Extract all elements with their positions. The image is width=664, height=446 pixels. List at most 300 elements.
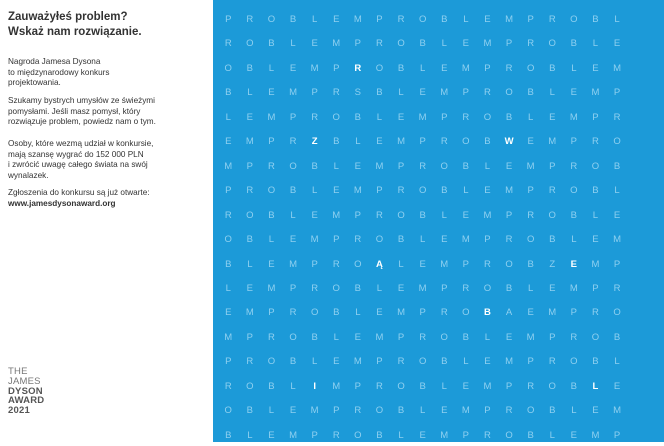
grid-letter: R: [527, 38, 535, 50]
grid-letter: E: [441, 405, 448, 417]
grid-letter: O: [526, 234, 535, 246]
letter-grid-row: [213, 206, 664, 226]
website-link[interactable]: www.jamesdysonaward.org: [8, 198, 116, 208]
letter-grid-row: [213, 279, 664, 299]
grid-letter: L: [484, 160, 491, 172]
grid-letter: M: [505, 14, 513, 25]
grid-letter: E: [505, 331, 513, 343]
grid-letter: P: [268, 136, 275, 148]
grid-letter: R: [332, 429, 340, 441]
logo-line-award: AWARD: [8, 395, 45, 407]
grid-letter: B: [570, 38, 578, 50]
grid-letter: E: [570, 429, 578, 441]
grid-letter: E: [613, 380, 621, 392]
letter-grid-row: [213, 108, 664, 128]
grid-letter: P: [505, 380, 513, 392]
grid-letter: L: [571, 62, 577, 74]
grid-letter: L: [247, 258, 253, 270]
grid-letter: B: [376, 429, 383, 441]
grid-letter: B: [441, 356, 448, 368]
paragraph-line: projektowania.: [8, 78, 61, 88]
grid-letter: S: [354, 87, 362, 99]
grid-letter: M: [289, 258, 297, 270]
grid-letter: B: [419, 380, 426, 392]
grid-letter: M: [569, 111, 578, 123]
grid-letter: B: [592, 356, 599, 368]
paragraph-line: pomysłami. Jeśli masz pomysł, który: [8, 106, 141, 116]
grid-letter: E: [268, 258, 275, 270]
grid-letter: E: [592, 405, 599, 417]
grid-letter: B: [397, 234, 405, 246]
grid-letter: O: [375, 234, 384, 246]
grid-letter: L: [355, 307, 361, 319]
grid-letter: R: [570, 160, 578, 172]
grid-letter: E: [289, 62, 297, 74]
grid-letter: R: [354, 234, 362, 246]
grid-letter: R: [224, 38, 232, 50]
grid-letter: P: [484, 405, 491, 417]
grid-letter: R: [246, 185, 254, 197]
paragraph-line: to międzynarodowy konkurs: [8, 67, 110, 77]
grid-letter: O: [418, 356, 427, 368]
grid-letter: L: [592, 38, 599, 50]
grid-letter: M: [353, 14, 362, 25]
grid-letter: M: [569, 282, 578, 294]
grid-letter: R: [548, 14, 556, 25]
grid-letter: O: [548, 380, 556, 392]
grid-letter: B: [462, 160, 470, 172]
grid-letter: B: [613, 331, 621, 343]
grid-letter: M: [310, 62, 319, 74]
grid-letter: O: [613, 307, 621, 319]
paragraph-line: Zgłoszenia do konkursu są już otwarte:: [8, 188, 150, 197]
grid-letter: P: [592, 111, 599, 123]
grid-letter: E: [419, 429, 426, 441]
grid-letter: L: [290, 380, 296, 392]
grid-letter: P: [549, 160, 556, 172]
paragraph-line: Osoby, które wezmą udział w konkursie,: [8, 139, 154, 148]
grid-letter: M: [375, 331, 384, 343]
grid-letter: B: [462, 331, 470, 343]
grid-letter: B: [549, 405, 556, 417]
logo-line-year: 2021: [8, 405, 30, 417]
logo-line-dyson: DYSON: [8, 385, 43, 397]
grid-letter: Z: [549, 258, 556, 270]
grid-letter: P: [527, 185, 534, 197]
grid-letter: M: [418, 282, 427, 294]
grid-letter: L: [398, 87, 404, 99]
grid-letter: E: [311, 38, 318, 50]
grid-letter: M: [332, 380, 341, 392]
paragraph-line: wynalazek.: [8, 170, 49, 180]
highlighted-letter: L: [592, 380, 599, 392]
letter-grid-row: [213, 34, 664, 54]
grid-letter: P: [613, 258, 621, 270]
grid-letter: B: [333, 136, 340, 148]
grid-letter: P: [484, 62, 491, 74]
highlighted-letter: R: [354, 62, 362, 74]
grid-letter: E: [549, 111, 556, 123]
paragraph-line: i zwrócić uwagę całego świata na swój: [8, 160, 148, 170]
grid-letter: R: [527, 380, 535, 392]
grid-letter: E: [289, 405, 297, 417]
grid-letter: E: [397, 282, 405, 294]
grid-letter: L: [247, 429, 253, 441]
letter-grid-row: [213, 132, 664, 152]
grid-letter: M: [613, 62, 621, 74]
grid-letter: L: [225, 282, 231, 294]
grid-letter: M: [267, 111, 276, 123]
grid-letter: P: [376, 185, 383, 197]
logo-line-the: THE: [8, 366, 28, 377]
grid-letter: O: [462, 136, 470, 148]
grid-letter: R: [311, 111, 319, 123]
grid-letter: M: [483, 209, 492, 221]
grid-letter: E: [246, 111, 254, 123]
grid-letter: B: [527, 87, 534, 99]
grid-letter: R: [246, 14, 254, 25]
grid-letter: B: [549, 62, 556, 74]
grid-letter: M: [353, 356, 362, 368]
letter-grid-row: [213, 59, 664, 79]
grid-letter: P: [289, 282, 297, 294]
grid-letter: E: [333, 14, 340, 25]
grid-letter: B: [441, 14, 448, 25]
grid-letter: L: [549, 87, 555, 99]
grid-letter: R: [484, 429, 491, 441]
grid-letter: P: [505, 209, 513, 221]
grid-letter: O: [548, 209, 556, 221]
grid-letter: R: [332, 87, 340, 99]
grid-letter: O: [332, 111, 340, 123]
grid-letter: P: [354, 38, 362, 50]
grid-letter: M: [613, 234, 621, 246]
grid-letter: E: [570, 87, 578, 99]
grid-letter: E: [376, 136, 383, 148]
grid-letter: O: [289, 331, 297, 343]
grid-letter: M: [245, 136, 254, 148]
paragraph-prize: [8, 139, 206, 181]
grid-letter: R: [462, 111, 470, 123]
grid-letter: M: [397, 136, 405, 148]
grid-letter: B: [268, 380, 275, 392]
letter-grid-panel: [213, 0, 664, 442]
grid-letter: L: [311, 185, 318, 197]
grid-letter: P: [505, 38, 513, 50]
letter-grid-row: [213, 377, 664, 397]
letter-grid-row: [213, 328, 664, 348]
grid-letter: R: [484, 258, 491, 270]
grid-letter: R: [268, 331, 275, 343]
grid-letter: E: [333, 356, 340, 368]
grid-letter: L: [527, 111, 534, 123]
paragraph-line: rozwiązuje problem, powiedz nam o tym.: [8, 117, 156, 127]
grid-letter: P: [311, 258, 318, 270]
grid-letter: B: [289, 185, 297, 197]
grid-letter: P: [246, 331, 254, 343]
grid-letter: R: [505, 234, 513, 246]
grid-letter: M: [591, 87, 600, 99]
grid-letter: E: [462, 209, 470, 221]
grid-letter: E: [462, 38, 470, 50]
grid-letter: E: [462, 380, 470, 392]
grid-letter: L: [225, 111, 231, 123]
grid-letter: P: [419, 307, 426, 319]
grid-letter: O: [591, 331, 600, 343]
letter-grid-row: [213, 181, 664, 201]
grid-letter: B: [527, 429, 534, 441]
paragraph-intro: [8, 57, 206, 89]
grid-letter: P: [462, 429, 470, 441]
grid-letter: E: [376, 307, 383, 319]
grid-letter: O: [483, 111, 492, 123]
grid-letter: M: [375, 160, 384, 172]
grid-letter: P: [484, 234, 491, 246]
grid-letter: M: [245, 307, 254, 319]
headline: [8, 10, 208, 40]
grid-letter: B: [570, 380, 578, 392]
grid-letter: O: [354, 429, 362, 441]
grid-letter: O: [224, 62, 232, 74]
grid-letter: B: [592, 185, 599, 197]
grid-letter: E: [268, 87, 275, 99]
grid-letter: P: [225, 185, 232, 197]
grid-letter: M: [505, 356, 513, 368]
grid-letter: B: [289, 14, 297, 25]
grid-letter: L: [463, 14, 469, 25]
grid-letter: R: [224, 380, 232, 392]
grid-letter: R: [419, 160, 427, 172]
grid-letter: O: [397, 380, 405, 392]
grid-letter: M: [418, 111, 427, 123]
grid-letter: R: [505, 62, 513, 74]
grid-letter: O: [418, 14, 427, 25]
grid-letter: L: [419, 234, 426, 246]
grid-letter: E: [505, 160, 513, 172]
grid-letter: M: [548, 136, 557, 148]
grid-letter: B: [311, 160, 318, 172]
grid-letter: M: [289, 429, 297, 441]
grid-letter: B: [592, 14, 599, 25]
grid-letter: O: [570, 14, 578, 25]
grid-letter: M: [397, 307, 405, 319]
grid-letter: B: [484, 136, 491, 148]
grid-letter: P: [570, 307, 578, 319]
grid-letter: L: [333, 331, 339, 343]
paragraph-line: Nagroda Jamesa Dysona: [8, 57, 101, 66]
grid-letter: O: [505, 429, 513, 441]
grid-letter: L: [355, 136, 361, 148]
grid-letter: R: [246, 356, 254, 368]
grid-letter: R: [376, 38, 383, 50]
letter-grid-row: [213, 10, 664, 30]
grid-letter: P: [527, 14, 534, 25]
grid-letter: R: [592, 136, 599, 148]
grid-letter: P: [397, 160, 405, 172]
grid-letter: L: [268, 405, 275, 417]
grid-letter: P: [397, 331, 405, 343]
grid-letter: O: [267, 356, 276, 368]
grid-letter: L: [311, 356, 318, 368]
grid-letter: M: [483, 380, 492, 392]
grid-letter: P: [441, 111, 448, 123]
grid-letter: R: [376, 380, 383, 392]
grid-letter: M: [224, 331, 233, 343]
grid-letter: L: [419, 405, 426, 417]
grid-letter: M: [310, 405, 319, 417]
grid-letter: O: [591, 160, 600, 172]
grid-letter: E: [484, 356, 491, 368]
grid-letter: M: [613, 405, 621, 417]
grid-letter: E: [354, 331, 362, 343]
grid-letter: B: [354, 282, 362, 294]
grid-letter: E: [354, 160, 362, 172]
grid-letter: M: [440, 87, 449, 99]
grid-letter: E: [225, 136, 232, 148]
grid-letter: L: [527, 282, 534, 294]
grid-letter: P: [441, 282, 448, 294]
grid-letter: O: [310, 307, 319, 319]
grid-letter: L: [268, 234, 275, 246]
grid-letter: L: [592, 209, 599, 221]
grid-letter: O: [397, 38, 405, 50]
grid-letter: L: [333, 160, 339, 172]
grid-letter: E: [527, 307, 534, 319]
letter-grid-row: [213, 401, 664, 421]
grid-letter: B: [613, 160, 621, 172]
grid-letter: M: [461, 234, 470, 246]
grid-letter: M: [267, 282, 276, 294]
grid-letter: R: [376, 209, 383, 221]
grid-letter: L: [614, 185, 620, 197]
grid-letter: R: [505, 405, 513, 417]
grid-letter: B: [225, 87, 232, 99]
grid-letter: R: [289, 136, 297, 148]
highlighted-letter: W: [504, 136, 514, 148]
grid-letter: M: [289, 87, 297, 99]
paragraph-search: [8, 96, 206, 128]
grid-letter: B: [246, 405, 254, 417]
grid-letter: L: [614, 356, 620, 368]
grid-letter: L: [484, 331, 491, 343]
letter-grid-row: [213, 426, 664, 446]
grid-letter: P: [354, 380, 362, 392]
grid-letter: P: [613, 429, 621, 441]
letter-grid-row: [213, 157, 664, 177]
grid-letter: E: [397, 111, 405, 123]
grid-letter: R: [462, 282, 470, 294]
grid-letter: B: [527, 258, 534, 270]
grid-letter: B: [441, 185, 448, 197]
grid-letter: M: [440, 429, 449, 441]
grid-letter: O: [332, 282, 340, 294]
grid-letter: R: [268, 160, 275, 172]
grid-letter: O: [246, 38, 254, 50]
highlighted-letter: Ą: [376, 258, 383, 270]
highlighted-letter: I: [313, 380, 316, 392]
grid-letter: O: [354, 258, 362, 270]
grid-letter: O: [505, 87, 513, 99]
highlighted-letter: E: [570, 258, 578, 270]
grid-letter: R: [592, 307, 599, 319]
grid-letter: R: [484, 87, 491, 99]
grid-letter: P: [333, 405, 340, 417]
grid-letter: P: [613, 87, 621, 99]
grid-letter: E: [613, 38, 621, 50]
grid-letter: R: [419, 331, 427, 343]
grid-letter: E: [268, 429, 275, 441]
grid-letter: R: [440, 307, 448, 319]
grid-letter: M: [310, 234, 319, 246]
grid-letter: A: [505, 307, 513, 319]
grid-letter: M: [483, 38, 492, 50]
text-panel: [0, 0, 213, 442]
grid-letter: L: [463, 185, 469, 197]
grid-letter: P: [549, 331, 556, 343]
grid-letter: O: [483, 282, 492, 294]
grid-letter: E: [592, 62, 599, 74]
grid-letter: P: [462, 87, 470, 99]
grid-letter: E: [592, 234, 599, 246]
paragraph-line: mają szansę wygrać do 152 000 PLN: [8, 149, 144, 159]
grid-letter: L: [441, 209, 447, 221]
grid-letter: B: [570, 209, 578, 221]
grid-letter: L: [571, 405, 577, 417]
grid-letter: E: [549, 282, 556, 294]
grid-letter: M: [461, 405, 470, 417]
grid-letter: O: [246, 380, 254, 392]
grid-letter: P: [376, 14, 383, 25]
grid-letter: R: [354, 405, 362, 417]
grid-letter: R: [548, 185, 556, 197]
grid-letter: E: [441, 62, 448, 74]
grid-letter: B: [419, 38, 426, 50]
grid-letter: O: [418, 185, 427, 197]
grid-letter: O: [440, 331, 448, 343]
grid-letter: L: [290, 209, 296, 221]
grid-letter: O: [375, 405, 384, 417]
grid-letter: O: [526, 405, 535, 417]
grid-letter: M: [353, 185, 362, 197]
grid-letter: P: [333, 234, 340, 246]
highlighted-letter: Z: [311, 136, 318, 148]
grid-letter: R: [397, 185, 405, 197]
grid-letter: L: [376, 282, 383, 294]
grid-letter: E: [225, 307, 232, 319]
grid-letter: L: [268, 62, 275, 74]
grid-letter: O: [224, 405, 232, 417]
grid-letter: E: [484, 14, 491, 25]
grid-letter: M: [461, 62, 470, 74]
grid-letter: P: [592, 282, 599, 294]
grid-letter: B: [311, 331, 318, 343]
grid-letter: L: [441, 38, 447, 50]
grid-letter: B: [225, 429, 232, 441]
paragraph-entries: [8, 188, 206, 209]
paragraph-line: Szukamy bystrych umysłów ze świeżymi: [8, 96, 155, 105]
grid-letter: B: [505, 111, 513, 123]
grid-letter: O: [548, 38, 556, 50]
letter-grid-row: [213, 230, 664, 250]
grid-letter: B: [333, 307, 340, 319]
grid-letter: L: [549, 429, 555, 441]
grid-letter: P: [225, 356, 232, 368]
letter-grid-row: [213, 352, 664, 372]
grid-letter: P: [419, 136, 426, 148]
grid-letter: L: [290, 38, 296, 50]
grid-letter: E: [419, 258, 426, 270]
grid-letter: P: [311, 87, 318, 99]
